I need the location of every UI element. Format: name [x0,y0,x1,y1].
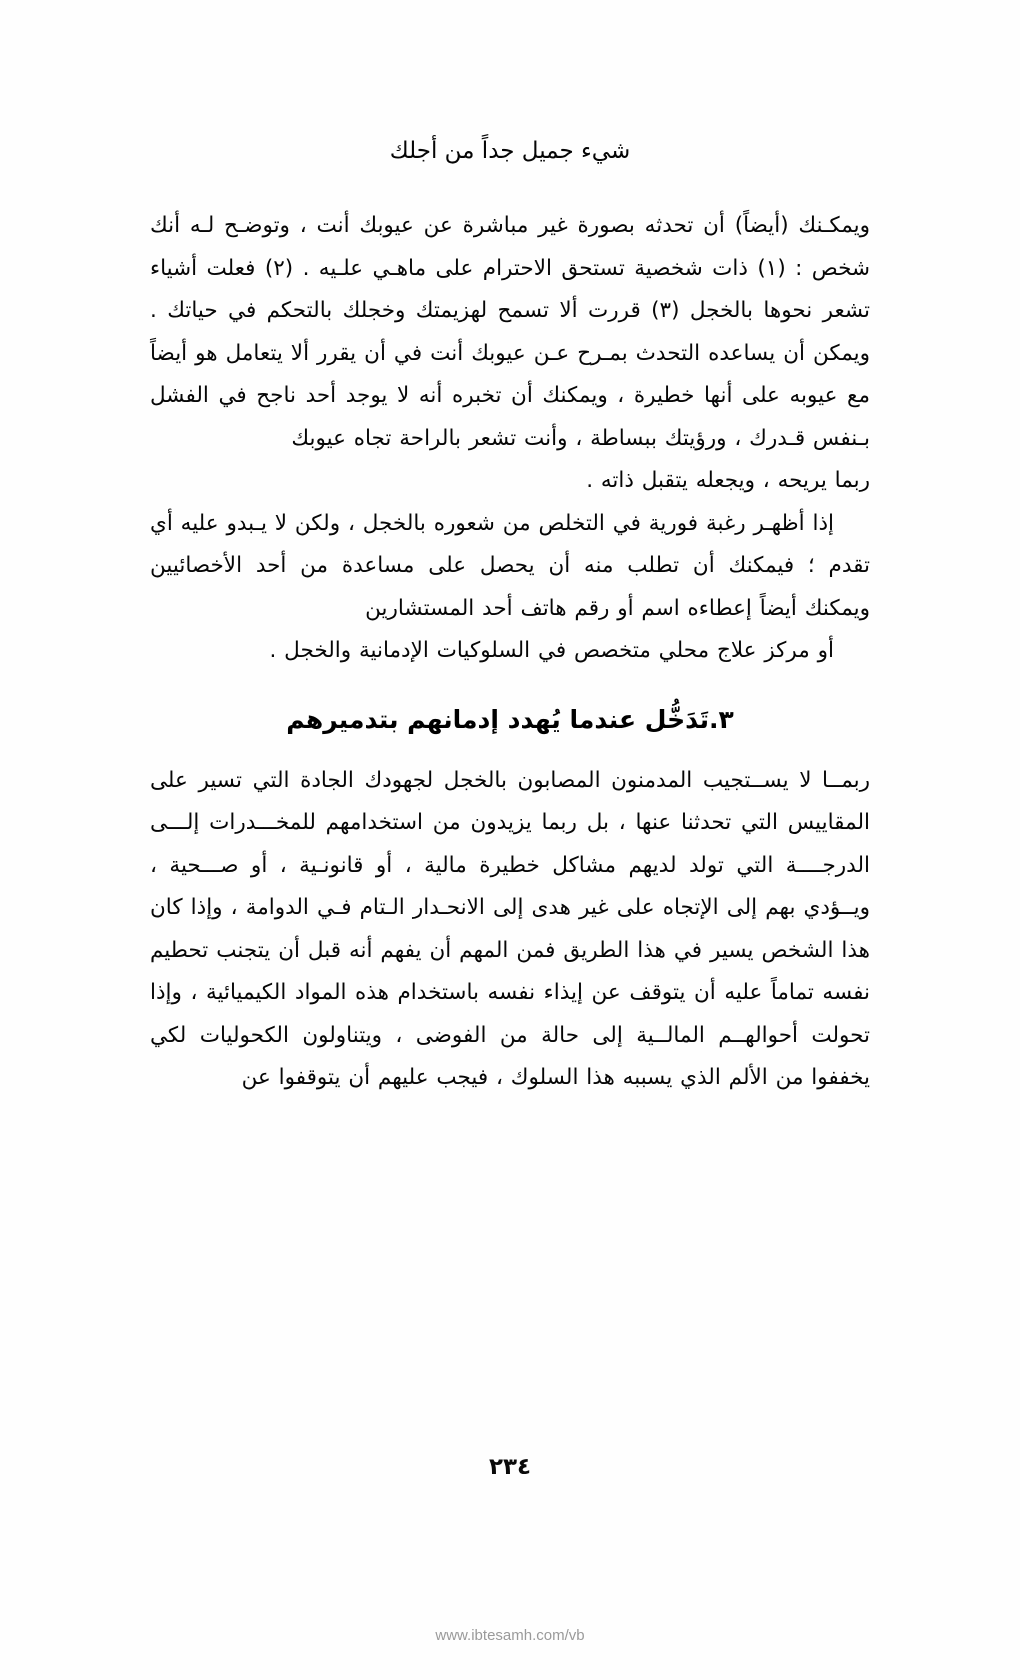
paragraph-3-text: ربمــا لا يســتجيب المدمنون المصابون بالخجل لجهودك الجادة التي تسير على المقاييس التي تحدثنا عنها ، بل ربما يزيدون من استخدامهم للمخـــدرات إلـــى الدرجــــة التي تولد لديهم مشاكل خطيرة مالية ، أو قانونـية ، أو صـــحية ، ويــؤدي بهم إلى الإتجاه على غير هدى إلى الانحـدار الـتام فـي الدوامة ، وإذا كان هذا الشخص يسير في هذا الطريق فمن المهم أن يفهم أنه قبل أن يتجنب تحطيم نفسه تماماً عليه أن يتوقف عن إيذاء نفسه باستخدام هذه المواد الكيميائية ، وإذا تحولت أحوالهــم المالــية إلى حالة من الفوضى ، ويتناولون الكحوليات لكي يخففوا من الألم الذي يسببه هذا السلوك ، فيجب عليهم أن يتوقفوا عن [150,767,870,1090]
paragraph-2-last-line: أو مركز علاج محلي متخصص في السلوكيات الإدمانية والخجل . [269,638,834,663]
paragraph-1-text: ويمكـنك (أيضاً) أن تحدثه بصورة غير مباشرة عن عيوبك أنت ، وتوضـح لـه أنك شخص : (١) ذات شخصية تستحق الاحترام على ماهـي علـيه . (٢) فعلت أشياء تشعر نحوها بالخجل (٣) قررت ألا تسمح لهزيمتك وخجلك بالتحكم في حياتك . ويمكن أن يساعده التحدث بمـرح عـن عيوبك أنت في أن يقرر ألا يتعامل هو أيضاً مع عيوبه على أنها خطيرة ، ويمكنك أن تخبره أنه لا يوجد أحد ناجح في الفشل بـنفس قـدرك ، ورؤيتك ببساطة ، وأنت تشعر بالراحة تجاه عيوبك [150,213,870,451]
paragraph-3 [150,760,870,1100]
paragraph-1-last-line: ربما يريحه ، ويجعله يتقبل ذاته . [586,468,870,493]
paragraph-2 [150,503,870,673]
paragraph-2-text: إذا أظهـر رغبة فورية في التخلص من شعوره بالخجل ، ولكن لا يـبدو عليه أي تقدم ؛ فيمكنك أن تطلب منه أن يحصل على مساعدة من أحد الأخصائيين ويمكنك أيضاً إعطاءه اسم أو رقم هاتف أحد المستشارين [150,510,870,621]
page-number: ٢٣٤ [488,1454,532,1480]
running-head: شيء جميل جداً من أجلك [389,138,631,164]
section-heading: ٣.تَدَخُّل عندما يُهدد إدمانهم بتدميرهم [286,704,734,734]
page-content [150,205,870,1100]
footer-watermark: www.ibtesamh.com/vb [435,1627,585,1644]
paragraph-1 [150,205,870,503]
